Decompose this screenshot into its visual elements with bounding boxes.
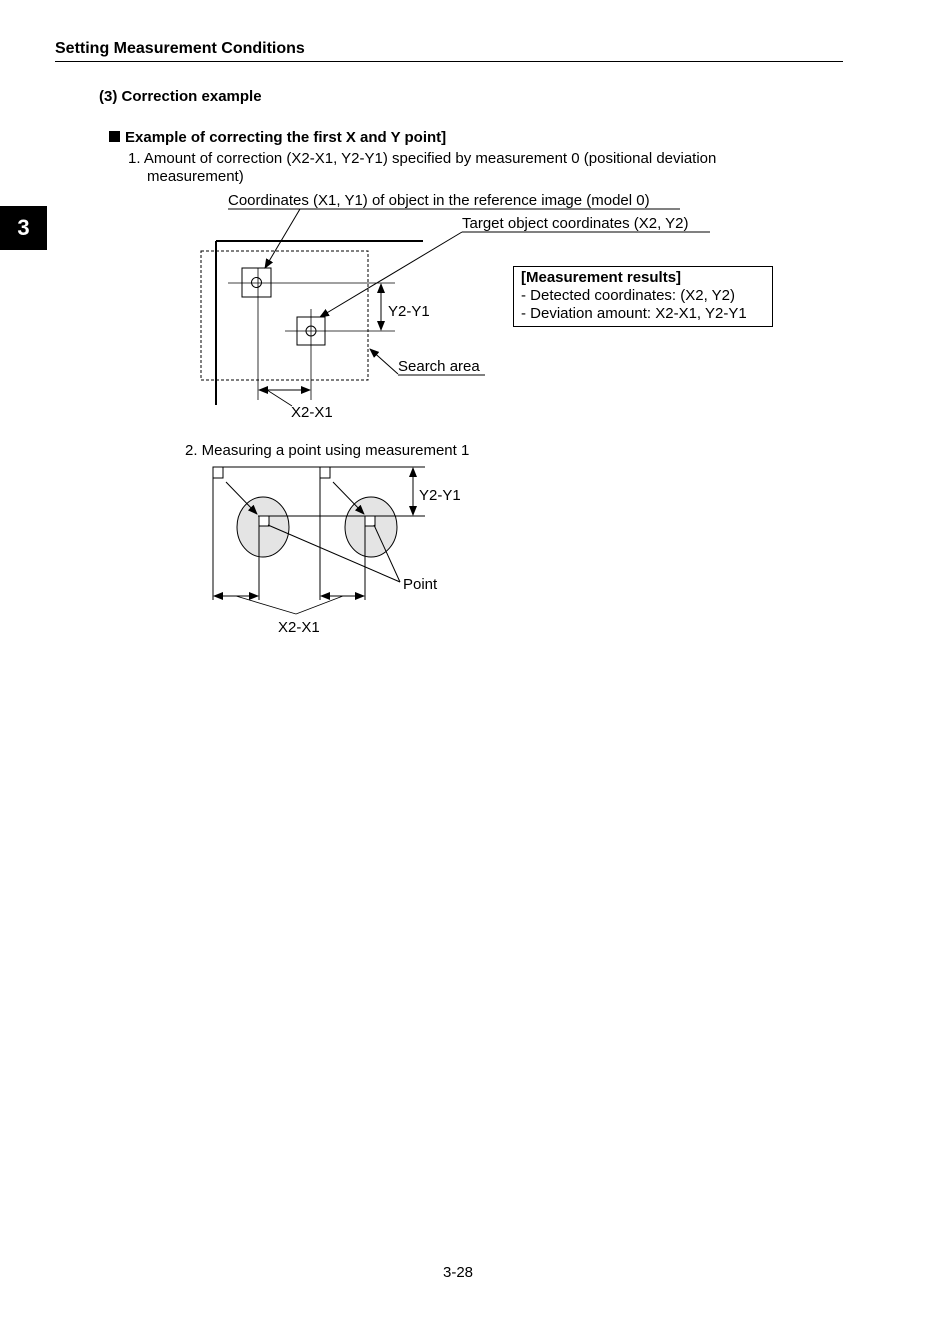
label-search-area: Search area	[398, 358, 480, 375]
d2-point-square-1	[259, 516, 269, 526]
d2-label-dx: X2-X1	[278, 619, 320, 636]
label-reference-coords: Coordinates (X1, Y1) of object in the reference image (model 0)	[228, 192, 650, 209]
d2-model-square-1	[213, 467, 223, 478]
d2-label-point: Point	[403, 576, 438, 593]
reference-object	[242, 268, 271, 297]
section-title: (3) Correction example	[99, 88, 262, 105]
label-dy: Y2-Y1	[388, 303, 430, 320]
results-line1: - Detected coordinates: (X2, Y2)	[521, 287, 735, 304]
label-target-coords: Target object coordinates (X2, Y2)	[462, 215, 689, 232]
subsection-title-text: Example of correcting the first X and Y point]	[125, 129, 447, 146]
d2-object-ellipse-2	[345, 497, 397, 557]
measurement-results-box	[513, 266, 773, 327]
results-title: [Measurement results]	[521, 269, 682, 286]
d2-label-dy: Y2-Y1	[419, 487, 461, 504]
chapter-tab: 3	[0, 206, 47, 250]
step2-title: 2. Measuring a point using measurement 1	[185, 442, 470, 459]
search-area-rect	[201, 251, 368, 380]
results-line2: - Deviation amount: X2-X1, Y2-Y1	[521, 305, 747, 322]
arrow-to-search-area	[370, 349, 398, 374]
step1-line2: measurement)	[147, 168, 244, 185]
label-dx: X2-X1	[291, 404, 333, 421]
page-number: 3-28	[443, 1264, 474, 1281]
d2-model-square-2	[320, 467, 330, 478]
step1-line1: 1. Amount of correction (X2-X1, Y2-Y1) specified by measurement 0 (positional deviation	[128, 150, 717, 167]
d2-object-ellipse-1	[237, 497, 289, 557]
d2-point-square-2	[365, 516, 375, 526]
arrow-to-reference	[265, 209, 300, 268]
page-header-title: Setting Measurement Conditions	[55, 40, 305, 57]
